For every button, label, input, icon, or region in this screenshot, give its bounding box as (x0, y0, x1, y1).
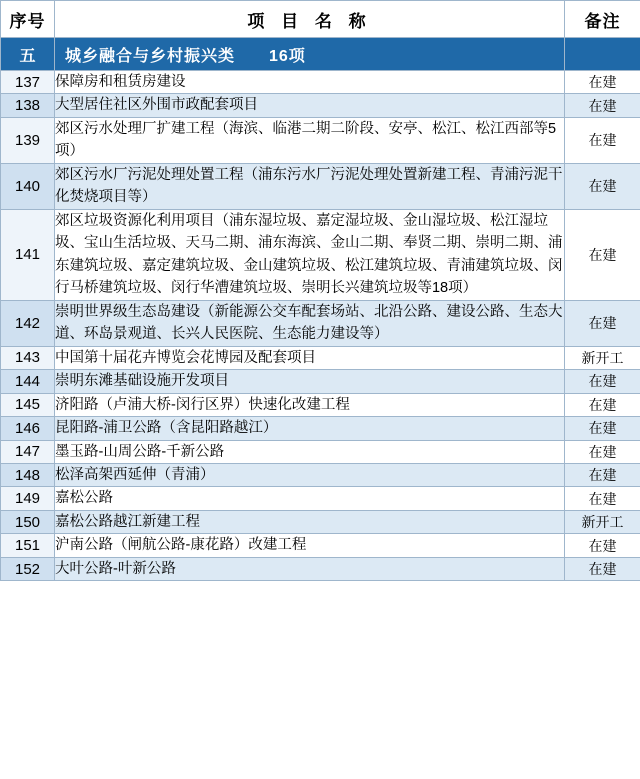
row-status: 在建 (565, 71, 640, 94)
column-header-note: 备注 (565, 1, 640, 38)
row-number: 138 (1, 94, 55, 117)
column-header-no: 序号 (1, 1, 55, 38)
row-status: 在建 (565, 300, 640, 346)
table-row (1, 463, 640, 486)
row-project-name: 松泽高架西延伸（青浦） (55, 463, 565, 486)
row-number: 149 (1, 487, 55, 510)
row-number: 150 (1, 510, 55, 533)
table-row (1, 417, 640, 440)
row-project-name: 郊区污水处理厂扩建工程（海滨、临港二期二阶段、安亭、松江、松江西部等5项） (55, 117, 565, 163)
row-number: 144 (1, 370, 55, 393)
section-index: 五 (1, 38, 55, 71)
table-row (1, 117, 640, 163)
row-status: 在建 (565, 440, 640, 463)
row-project-name: 保障房和租赁房建设 (55, 71, 565, 94)
table-row (1, 510, 640, 533)
table-header (1, 1, 640, 38)
row-number: 139 (1, 117, 55, 163)
row-project-name: 墨玉路-山周公路-千新公路 (55, 440, 565, 463)
row-project-name: 郊区污水厂污泥处理处置工程（浦东污水厂污泥处理处置新建工程、青浦污泥干化焚烧项目等） (55, 163, 565, 209)
row-status: 新开工 (565, 346, 640, 369)
row-status: 在建 (565, 463, 640, 486)
row-number: 146 (1, 417, 55, 440)
table-row (1, 393, 640, 416)
row-number: 141 (1, 209, 55, 300)
row-project-name: 昆阳路-浦卫公路（含昆阳路越江） (55, 417, 565, 440)
row-number: 137 (1, 71, 55, 94)
row-number: 148 (1, 463, 55, 486)
row-number: 145 (1, 393, 55, 416)
table-row (1, 487, 640, 510)
row-project-name: 嘉松公路越江新建工程 (55, 510, 565, 533)
table-row (1, 300, 640, 346)
section-header-row (1, 38, 640, 71)
row-status: 在建 (565, 94, 640, 117)
table-row (1, 209, 640, 300)
table-row (1, 71, 640, 94)
table-body (1, 38, 640, 581)
row-status: 在建 (565, 209, 640, 300)
row-status: 在建 (565, 417, 640, 440)
table-row (1, 370, 640, 393)
row-status: 在建 (565, 117, 640, 163)
table-row (1, 557, 640, 580)
row-status: 新开工 (565, 510, 640, 533)
row-number: 142 (1, 300, 55, 346)
row-status: 在建 (565, 487, 640, 510)
row-project-name: 济阳路（卢浦大桥-闵行区界）快速化改建工程 (55, 393, 565, 416)
row-number: 140 (1, 163, 55, 209)
header-row (1, 1, 640, 38)
row-status: 在建 (565, 557, 640, 580)
section-title: 城乡融合与乡村振兴类 16项 (55, 38, 565, 71)
section-note-empty (565, 38, 640, 71)
row-project-name: 大型居住社区外围市政配套项目 (55, 94, 565, 117)
column-header-name: 项 目 名 称 (55, 1, 565, 38)
row-project-name: 嘉松公路 (55, 487, 565, 510)
row-project-name: 崇明东滩基础设施开发项目 (55, 370, 565, 393)
row-number: 147 (1, 440, 55, 463)
table-row (1, 346, 640, 369)
row-number: 152 (1, 557, 55, 580)
row-number: 143 (1, 346, 55, 369)
row-project-name: 大叶公路-叶新公路 (55, 557, 565, 580)
row-status: 在建 (565, 534, 640, 557)
row-status: 在建 (565, 393, 640, 416)
table-row (1, 94, 640, 117)
table-row (1, 163, 640, 209)
row-project-name: 崇明世界级生态岛建设（新能源公交车配套场站、北沿公路、建设公路、生态大道、环岛景观道、长兴人民医院、生态能力建设等） (55, 300, 565, 346)
row-project-name: 中国第十届花卉博览会花博园及配套项目 (55, 346, 565, 369)
row-status: 在建 (565, 163, 640, 209)
table-row (1, 534, 640, 557)
row-project-name: 郊区垃圾资源化利用项目（浦东湿垃圾、嘉定湿垃圾、金山湿垃圾、松江湿垃圾、宝山生活垃圾、天马二期、浦东海滨、金山二期、奉贤二期、崇明二期、浦东建筑垃圾、嘉定建筑垃圾、金山建筑垃圾、松江建筑垃圾、青浦建筑垃圾、闵行马桥建筑垃圾、闵行华漕建筑垃圾、崇明长兴建筑垃圾等18项） (55, 209, 565, 300)
row-status: 在建 (565, 370, 640, 393)
row-project-name: 沪南公路（闸航公路-康花路）改建工程 (55, 534, 565, 557)
table-row (1, 440, 640, 463)
row-number: 151 (1, 534, 55, 557)
